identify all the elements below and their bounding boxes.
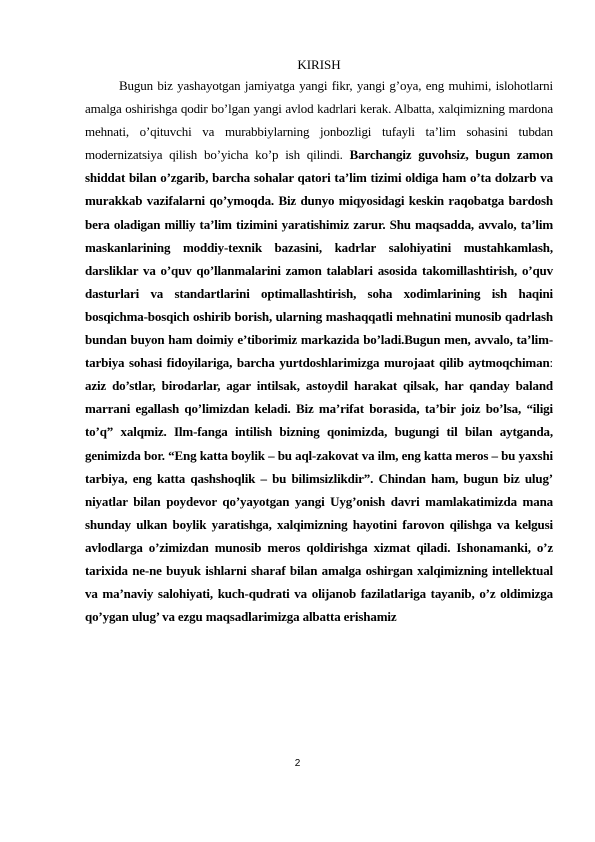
paragraph-regular-text: Bugun biz yashayotgan jamiyatga yangi fikr, yangi g’oya, eng muhimi, islohotlarni amalga oshirishga qodir bo’lgan yangi avlod kadrlari kerak. Albatta, xalqimizning mardona mehnati, o’qituvchi va murabbiylarning jonbozligi tufayli ta’lim sohasini tubdan modernizatsiya qilish bo’yicha ko’p ish qilindi. <box>85 78 553 163</box>
document-page <box>85 56 553 628</box>
paragraph-colon: : <box>549 355 553 371</box>
body-paragraph <box>85 74 553 628</box>
paragraph-bold-text-2: aziz do’stlar, birodarlar, agar intilsak, astoydil harakat qilsak, har qanday baland marrani egallash qo’limizdan keladi. Biz ma’rifat borasida, ta’bir joiz bo’lsa, “iligi to’q” xalqmiz. Ilm-fanga intilish bizning qonimizda, bugungi til bilan aytganda, genimizda bor. “Eng katta boylik – bu aql-zakovat va ilm, eng katta meros – bu yaxshi tarbiya, eng katta qashshoqlik – bu bilimsizlikdir”. Chindan ham, bugun biz ulug’ niyatlar bilan poydevor qo’yayotgan yangi Uyg’onish davri mamlakatimizda mana shunday ulkan boylik yaratishga, xalqimizning hayotini farovon qilishga va kelgusi avlodlarga o’zimizdan munosib meros qoldirishga xizmat qiladi. Ishonamanki, o’z tarixida ne-ne buyuk ishlarni sharaf bilan amalga oshirgan xalqimizning intellektual va ma’naviy salohiyati, kuch-qudrati va olijanob fazilatlariga tayanib, o’z oldimizga qo’ygan ulug’ va ezgu maqsadlarimizga albatta erishamiz <box>85 378 553 625</box>
document-title: KIRISH <box>297 57 341 72</box>
paragraph-bold-text-1: Barchangiz guvohsiz, bugun zamon shiddat bilan o’zgarib, barcha sohalar qatori ta’lim tizimi oldiga ham o’ta dolzarb va murakkab vazifalarni qo’ymoqda. Biz dunyo miqyosidagi keskin raqobatga bardosh bera oladigan milliy ta’lim tizimini yaratishimiz zarur. Shu maqsadda, avvalo, ta’lim maskanlarining moddiy-texnik bazasini, kadrlar salohiyatini mustahkamlash, darsliklar va o’quv qo’llanmalarini zamon talablari asosida takomillashtirish, o’quv dasturlari va standartlarini optimallashtirish, soha xodimlarining ish haqini bosqichma-bosqich oshirib borish, ularning mashaqqatli mehnatini munosib qadrlash bundan buyon ham doimiy e’tiborimiz markazida bo’ladi.Bugun men, avvalo, ta’lim-tarbiya sohasi fidoyilariga, barcha yurtdoshlarimizga murojaat qilib aytmoqchiman <box>85 147 554 371</box>
page-number: 2 <box>294 758 301 769</box>
